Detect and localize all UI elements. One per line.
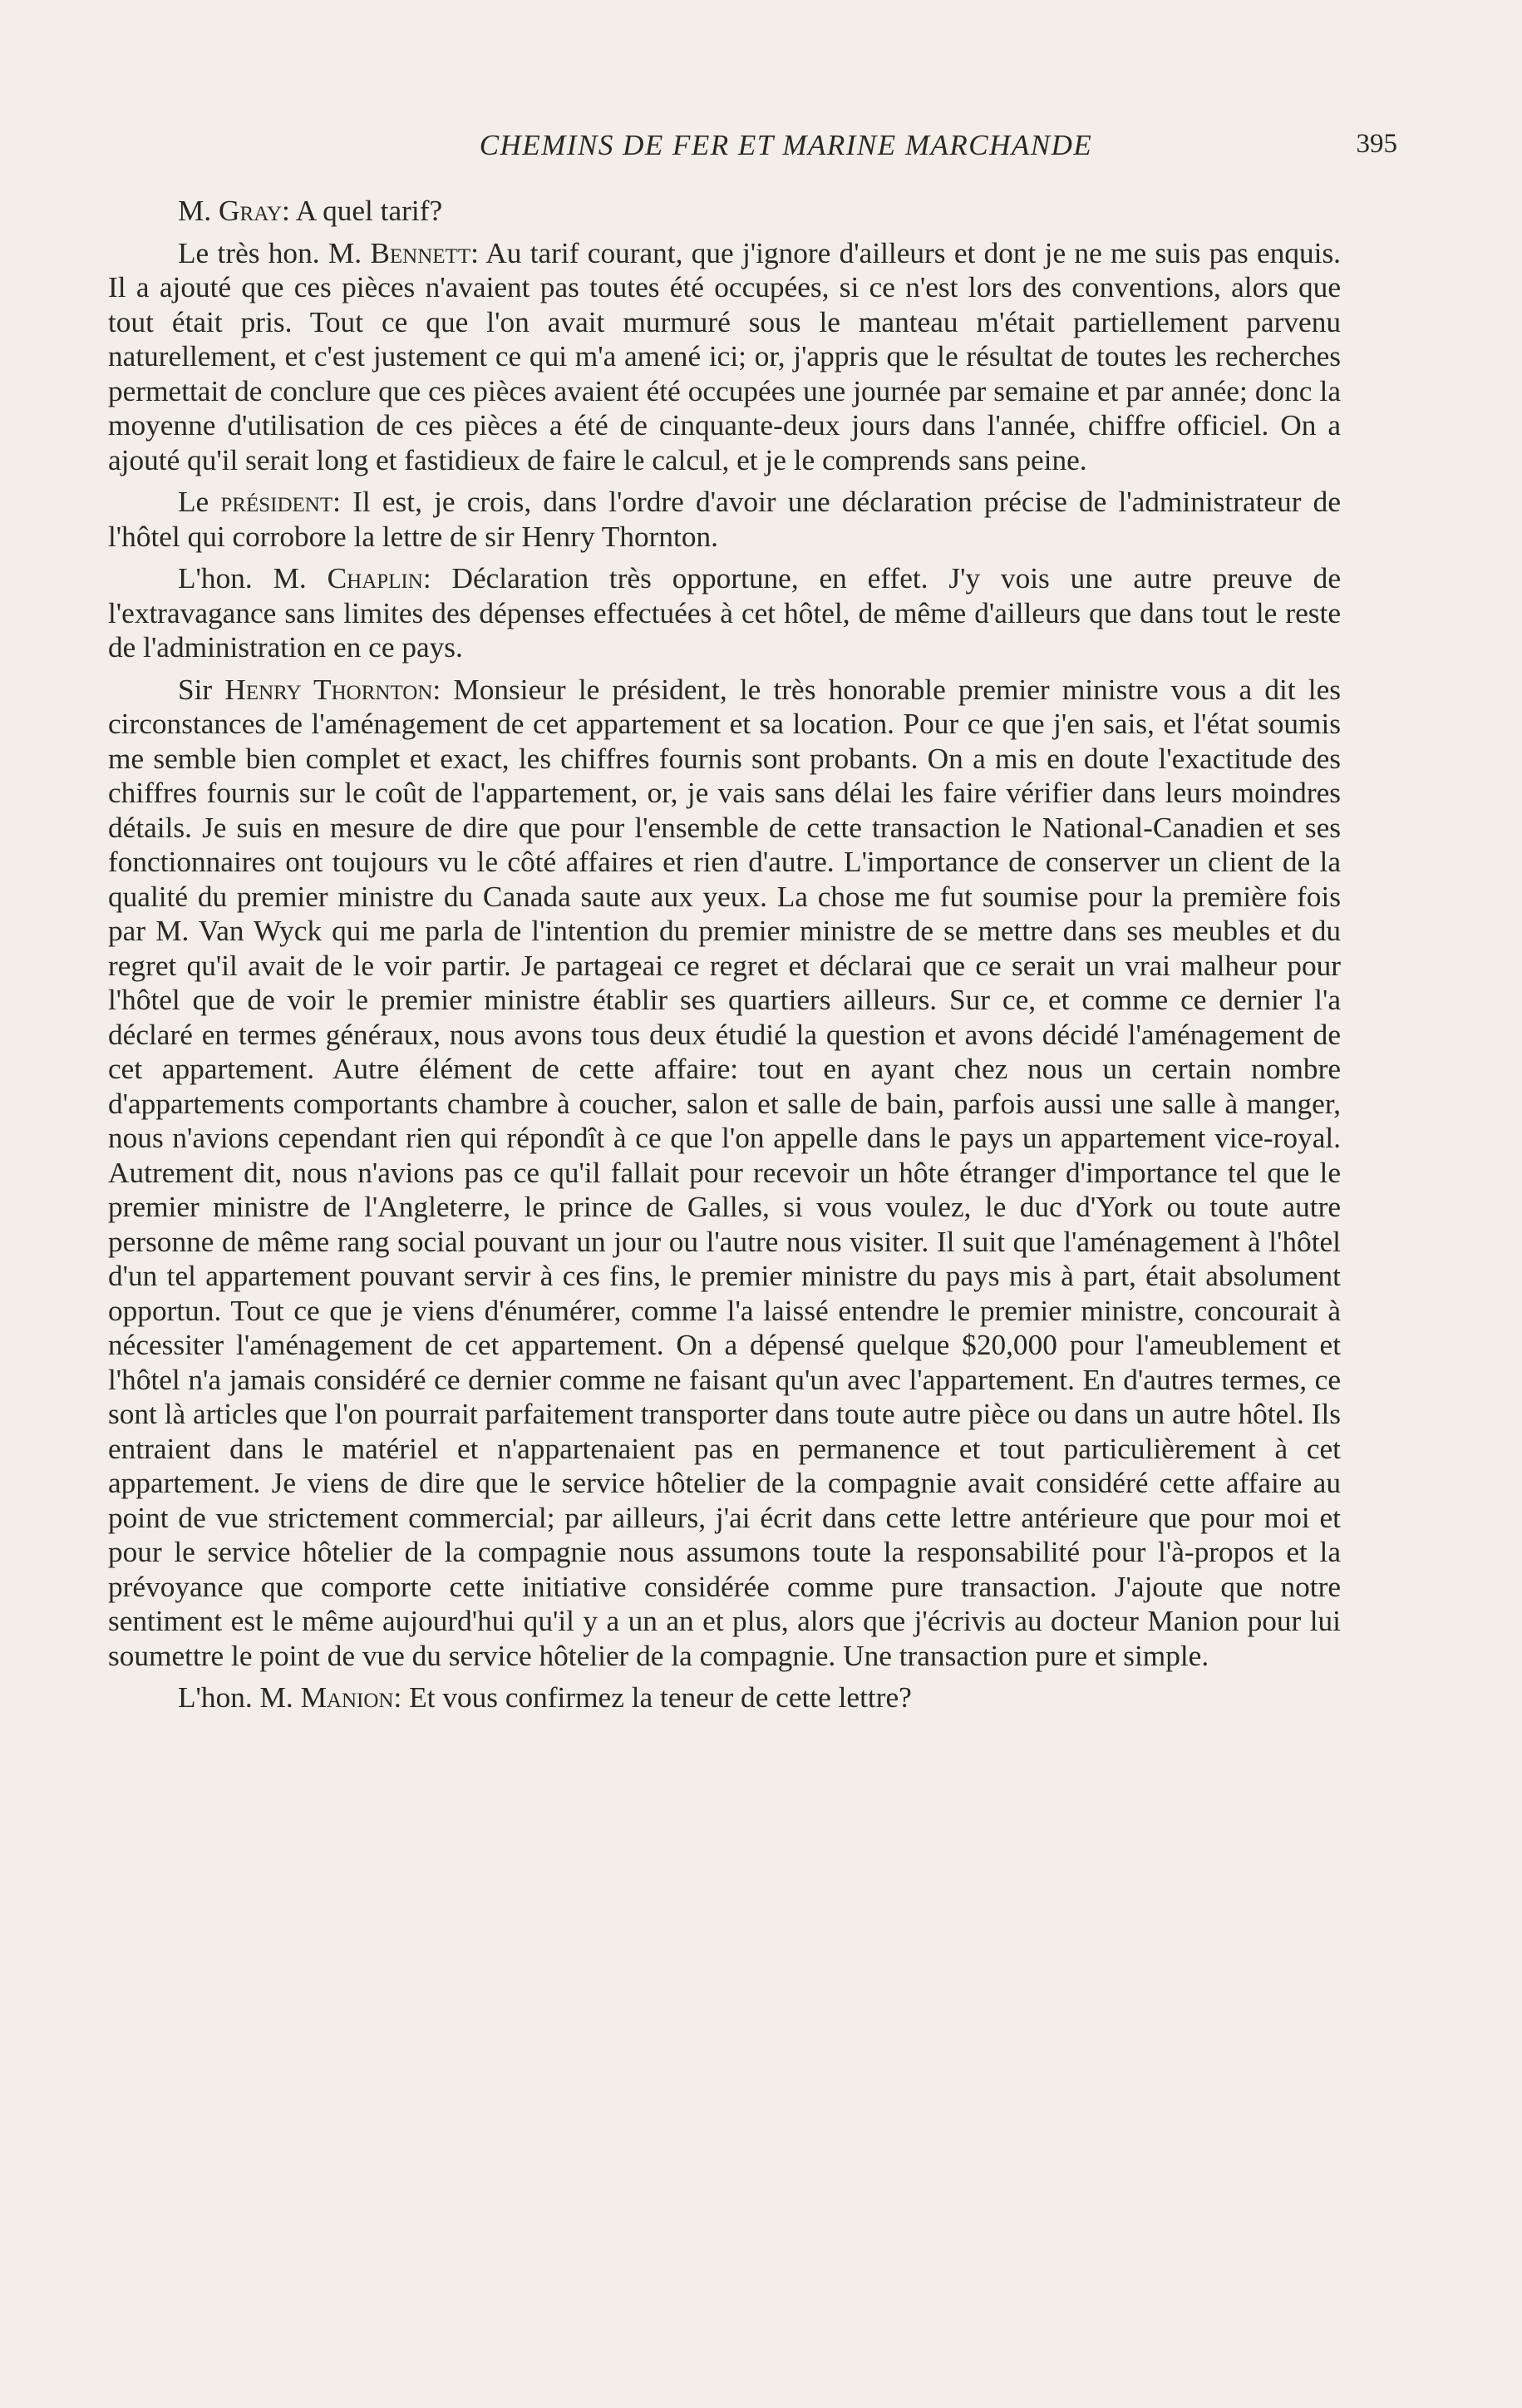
speaker-name: Gray [219,195,283,227]
speaker-name: président [220,486,333,518]
paragraph-text: : Déclaration très opportune, en effet. J'y vois une autre preuve de l'extravagance sans limites des dépenses effectuées à cet hôtel, de même d'ailleurs que dans tout le reste de l'administration en ce pays. [108,562,1341,664]
page-number: 395 [1356,129,1397,159]
speaker-prefix: Sir [178,673,225,706]
paragraph-thornton [108,673,1341,1674]
speaker-name: Henry Thornton [224,673,433,706]
speaker-name: Manion [300,1681,394,1714]
speaker-name: Bennett [370,236,471,269]
paragraph-bennett [108,236,1341,478]
paragraph-president [108,485,1341,554]
paragraph-manion [108,1680,1341,1715]
speaker-prefix: M. [178,195,219,227]
paragraph-chaplin [108,561,1341,665]
running-title: CHEMINS DE FER ET MARINE MARCHANDE [479,129,1093,161]
speaker-prefix: Le [178,486,221,518]
speaker-name: Chaplin [327,562,423,595]
paragraph-text: : Au tarif courant, que j'ignore d'ailleurs et dont je ne me suis pas enquis. Il a ajouté que ces pièces n'avaient pas toutes été occupées, si ce n'est lors des conventions, alors que tout était pris. Tout ce que l'on avait murmuré sous le manteau m'était partiellement parvenu naturellement, et c'est justement ce qui m'a amené ici; or, j'appris que le résultat de toutes les recherches permettait de conclure que ces pièces avaient été occupées une journée par semaine et par année; donc la moyenne d'utilisation de ces pièces a été de cinquante-deux jours dans l'année, chiffre officiel. On a ajouté qu'il serait long et fastidieux de faire le calcul, et je le comprends sans peine. [108,236,1342,476]
speaker-prefix: Le très hon. M. [178,236,371,269]
speaker-prefix: L'hon. M. [178,562,328,595]
paragraph-text: : Il est, je crois, dans l'ordre d'avoir une déclaration précise de l'administrateur de l'hôtel qui corrobore la lettre de sir Henry Thornton. [108,486,1341,553]
paragraph-gray [108,194,1341,229]
paragraph-text: : A quel tarif? [282,195,443,227]
running-head [108,129,1397,179]
paragraph-text: : Et vous confirmez la teneur de cette lettre? [393,1681,912,1714]
paragraph-text: : Monsieur le président, le très honorable premier ministre vous a dit les circonstances de l'aménagement de cet appartement et sa location. Pour ce que j'en sais, et l'état soumis me semble bien complet et exact, les chiffres fournis sont probants. On a mis en doute l'exactitude des chiffres fournis sur le coût de l'appartement, or, je vais sans délai les faire vérifier dans leurs moindres détails. Je suis en mesure de dire que pour l'ensemble de cette transaction le National-Canadien et ses fonctionnaires ont toujours vu le côté affaires et rien d'autre. L'importance de conserver un client de la qualité du premier ministre du Canada saute aux yeux. La chose me fut soumise pour la première fois par M. Van Wyck qui me parla de l'intention du premier ministre de se mettre dans ses meubles et du regret qu'il avait de le voir partir. Je partageai ce regret et déclarai que ce serait un vrai malheur pour l'hôtel que de voir le premier ministre établir ses quartiers ailleurs. Sur ce, et comme ce dernier l'a déclaré en termes généraux, nous avons tous deux étudié la question et avons décidé l'aménagement de cet appartement. Autre élément de cette affaire: tout en ayant chez nous un certain nombre d'appartements comportants chambre à coucher, salon et salle de bain, parfois aussi une salle à manger, nous n'avions cependant rien qui répondît à ce que l'on appelle dans le pays un appartement vice-royal. Autrement dit, nous n'avions pas ce qu'il fallait pour recevoir un hôte étranger d'importance tel que le premier ministre de l'Angleterre, le prince de Galles, si vous voulez, le duc d'York ou toute autre personne de même rang social pouvant un jour ou l'autre nous visiter. Il suit que l'aménagement à l'hôtel d'un tel appartement pouvant servir à ces fins, le premier ministre du pays mis à part, était absolument opportun. Tout ce que je viens d'énumérer, comme l'a laissé entendre le premier ministre, concourait à nécessiter l'aménagement de cet appartement. On a dépensé quelque $20,000 pour l'ameublement et l'hôtel n'a jamais considéré ce dernier comme ne faisant qu'un avec l'appartement. En d'autres termes, ce sont là articles que l'on pourrait parfaitement transporter dans toute autre pièce ou dans un autre hôtel. Ils entraient dans le matériel et n'appartenaient pas en permanence et tout particulièrement à cet appartement. Je viens de dire que le service hôtelier de la compagnie avait considéré cette affaire au point de vue strictement commercial; par ailleurs, j'ai écrit dans cette lettre antérieure que pour moi et pour le service hôtelier de la compagnie nous assumons toute la responsabilité pour l'à-propos et la prévoyance que comporte cette initiative considérée comme pure transaction. J'ajoute que notre sentiment est le même aujourd'hui qu'il y a un an et plus, alors que j'écrivis au docteur Manion pour lui soumettre le point de vue du service hôtelier de la compagnie. Une transaction pure et simple. [108,673,1341,1672]
body-text [108,194,1341,1723]
speaker-prefix: L'hon. M. [178,1681,301,1714]
